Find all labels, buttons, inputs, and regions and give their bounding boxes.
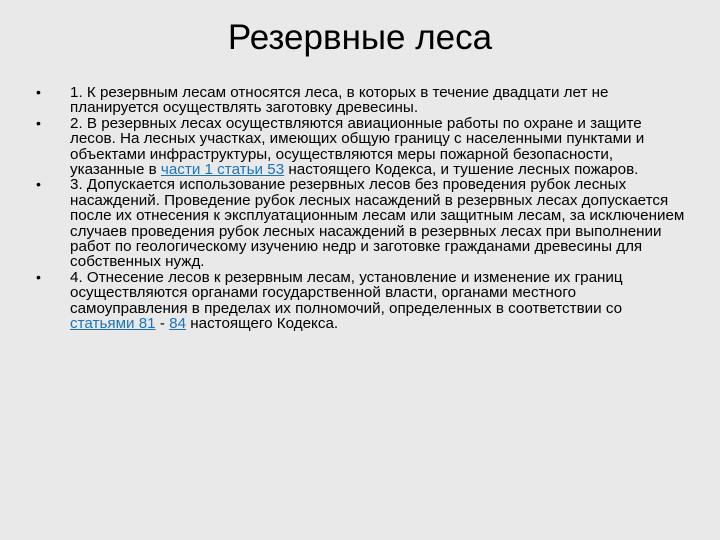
bullet-dot-icon: • xyxy=(36,84,41,100)
bullet-text-after-link: настоящего Кодекса. xyxy=(186,315,339,333)
bullet-text-before-link: 2. В резервных лесах осуществляются авиационные работы по охране и защите лесов. На лесных участках, имеющих общую границу с населенными пунктами и объектами инфраструктуры, осуществляются меры пожарной безопасности, указанные в xyxy=(70,114,645,179)
bullet-list xyxy=(36,85,686,332)
article-81-link[interactable]: статьями 81 xyxy=(70,315,156,333)
link-separator: - xyxy=(155,315,170,333)
bullet-text-before-link: 4. Отнесение лесов к резервным лесам, установление и изменение их границ осуществляются органами государственной власти, органами местного самоуправления в пределах их полномочий, определенных в соответствии со xyxy=(70,268,623,317)
article-53-link[interactable]: части 1 статьи 53 xyxy=(160,161,285,179)
bullet-dot-icon: • xyxy=(36,268,41,285)
bullet-item-1 xyxy=(36,85,686,116)
bullet-item-4 xyxy=(36,270,686,332)
bullet-text-after-link: настоящего Кодекса, и тушение лесных пожаров. xyxy=(284,161,639,179)
slide-title: Резервные леса xyxy=(227,18,493,57)
bullet-text: 1. К резервным лесам относятся леса, в которых в течение двадцати лет не планируется осуществлять заготовку древесины. xyxy=(70,84,609,117)
bullet-dot-icon: • xyxy=(36,114,41,131)
bullet-dot-icon: • xyxy=(36,176,41,193)
bullet-text: 3. Допускается использование резервных лесов без проведения рубок лесных насаждений. Проведение рубок лесных насаждений в резервных лесах допускается после их отнесения к эксплуатационным лесам или защитным лесам, за исключением случаев проведения рубок лесных насаждений в резервных лесах при выполнении работ по геологическому изучению недр и заготовке гражданами древесины для собственных нужд. xyxy=(70,176,685,271)
bullet-item-3 xyxy=(36,177,686,269)
article-84-link[interactable]: 84 xyxy=(169,315,187,333)
bullet-item-2 xyxy=(36,116,686,178)
